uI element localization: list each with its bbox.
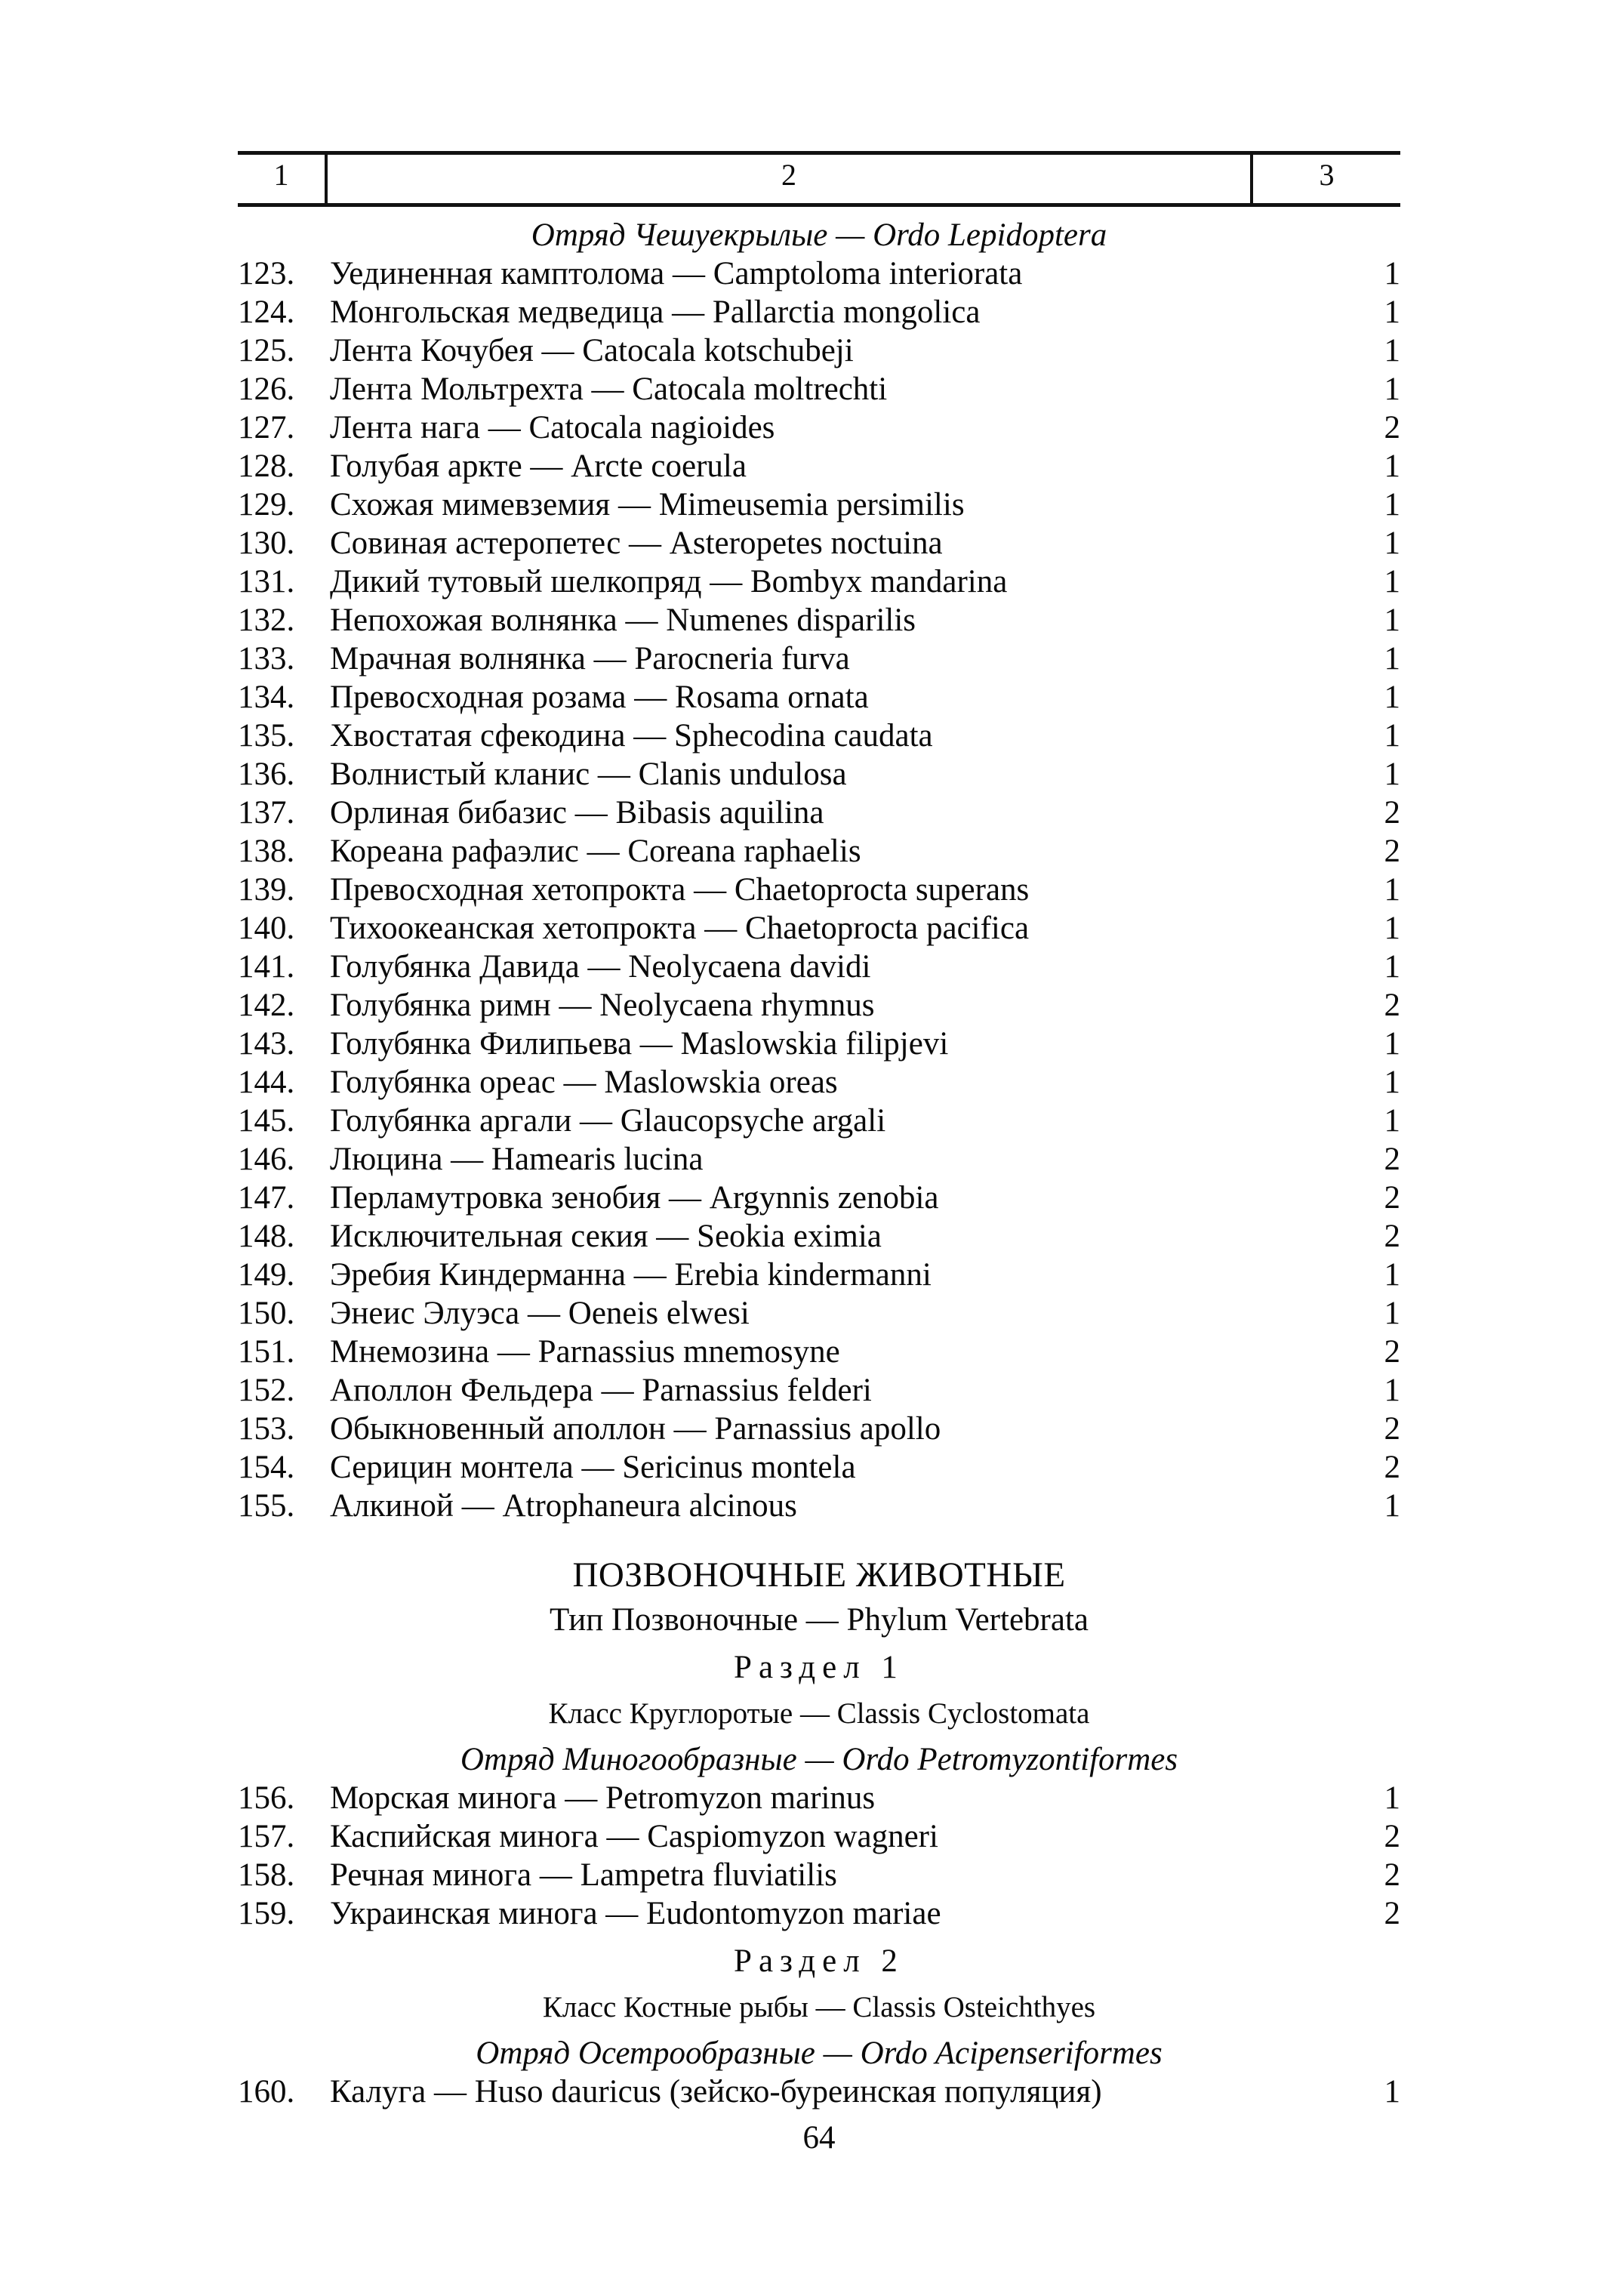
species-number: 134. xyxy=(238,680,295,715)
species-name: Голубянка Филипьева — Maslowskia filipjevi xyxy=(330,1026,949,1062)
status-category: 1 xyxy=(1384,911,1400,946)
species-number: 125. xyxy=(238,333,295,368)
razdel-1-heading: Раздел 1 xyxy=(734,1650,904,1685)
species-name: Аполлон Фельдера — Parnassius felderi xyxy=(330,1373,872,1408)
species-row xyxy=(238,1894,1400,1933)
status-category: 1 xyxy=(1384,2074,1400,2110)
species-row xyxy=(238,1025,1400,1063)
species-row xyxy=(238,447,1400,485)
document-page xyxy=(238,151,1400,2157)
species-name: Лента нага — Catocala nagioides xyxy=(330,410,775,445)
species-row xyxy=(238,408,1400,447)
status-category: 1 xyxy=(1384,1780,1400,1816)
status-category: 1 xyxy=(1384,1257,1400,1293)
species-number: 132. xyxy=(238,603,295,638)
species-number: 154. xyxy=(238,1450,295,1485)
species-name: Морская минога — Petromyzon marinus xyxy=(330,1780,876,1816)
species-row xyxy=(238,1217,1400,1256)
species-row xyxy=(238,1448,1400,1487)
species-number: 130. xyxy=(238,525,295,561)
species-number: 158. xyxy=(238,1857,295,1893)
species-number: 146. xyxy=(238,1142,295,1177)
column-2-header: 2 xyxy=(328,155,1253,203)
species-row xyxy=(238,1294,1400,1333)
status-category: 1 xyxy=(1384,872,1400,908)
species-number: 160. xyxy=(238,2074,295,2110)
species-name: Мрачная волнянка — Parocneria furva xyxy=(330,641,850,676)
status-category: 1 xyxy=(1384,564,1400,599)
order-heading-lepidoptera: Отряд Чешуекрылые — Ordo Lepidoptera xyxy=(531,217,1107,253)
species-name: Каспийская минога — Caspiomyzon wagneri xyxy=(330,1819,938,1854)
status-category: 2 xyxy=(1384,1180,1400,1216)
species-number: 139. xyxy=(238,872,295,908)
species-name: Речная минога — Lampetra fluviatilis xyxy=(330,1857,837,1893)
status-category: 2 xyxy=(1384,1219,1400,1254)
species-number: 140. xyxy=(238,911,295,946)
table-column-header xyxy=(238,151,1400,207)
species-number: 141. xyxy=(238,949,295,985)
species-row xyxy=(238,678,1400,717)
species-row xyxy=(238,2073,1400,2111)
phylum-heading: Тип Позвоночные — Phylum Vertebrata xyxy=(550,1602,1089,1638)
status-category: 1 xyxy=(1384,294,1400,330)
species-row xyxy=(238,1817,1400,1856)
species-list-lepidoptera xyxy=(238,254,1400,1525)
status-category: 1 xyxy=(1384,641,1400,676)
status-category: 1 xyxy=(1384,448,1400,484)
class-heading-osteichthyes: Класс Костные рыбы — Classis Osteichthyes xyxy=(542,1991,1096,2023)
species-number: 133. xyxy=(238,641,295,676)
species-name: Голубянка аргали — Glaucopsyche argali xyxy=(330,1103,886,1139)
species-name: Кореана рафаэлис — Coreana raphaelis xyxy=(330,834,861,869)
species-name: Тихоокеанская хетопрокта — Chaetoprocta pacifica xyxy=(330,911,1030,946)
species-row xyxy=(238,293,1400,331)
status-category: 1 xyxy=(1384,487,1400,522)
species-row xyxy=(238,986,1400,1025)
status-category: 1 xyxy=(1384,256,1400,291)
species-number: 151. xyxy=(238,1334,295,1370)
species-name: Эребия Киндерманна — Erebia kindermanni xyxy=(330,1257,932,1293)
species-name: Волнистый кланис — Clanis undulosa xyxy=(330,757,847,792)
page-number: 64 xyxy=(802,2120,836,2156)
species-row xyxy=(238,1063,1400,1102)
species-row xyxy=(238,909,1400,948)
status-category: 2 xyxy=(1384,410,1400,445)
species-name: Серицин монтела — Sericinus montela xyxy=(330,1450,856,1485)
species-name: Голубянка римн — Neolycaena rhymnus xyxy=(330,988,875,1023)
species-row xyxy=(238,1256,1400,1294)
species-number: 157. xyxy=(238,1819,295,1854)
species-row xyxy=(238,1102,1400,1140)
status-category: 1 xyxy=(1384,680,1400,715)
species-row xyxy=(238,755,1400,794)
column-1-header: 1 xyxy=(238,155,328,203)
species-row xyxy=(238,370,1400,408)
species-row xyxy=(238,524,1400,562)
species-number: 150. xyxy=(238,1296,295,1331)
status-category: 1 xyxy=(1384,757,1400,792)
species-number: 128. xyxy=(238,448,295,484)
species-name: Голубянка ореас — Maslowskia oreas xyxy=(330,1065,838,1100)
species-row xyxy=(238,794,1400,832)
status-category: 1 xyxy=(1384,1026,1400,1062)
section-title-vertebrates: ПОЗВОНОЧНЫЕ ЖИВОТНЫЕ xyxy=(572,1555,1066,1595)
species-name: Украинская минога — Eudontomyzon mariae xyxy=(330,1896,941,1931)
species-name: Голубая аркте — Arcte coerula xyxy=(330,448,747,484)
species-number: 145. xyxy=(238,1103,295,1139)
species-name: Уединенная камптолома — Camptoloma interiorata xyxy=(330,256,1023,291)
status-category: 2 xyxy=(1384,1896,1400,1931)
order-heading-petromyzontiformes: Отряд Миногообразные — Ordo Petromyzontiformes xyxy=(460,1742,1178,1777)
status-category: 1 xyxy=(1384,1488,1400,1524)
column-3-header: 3 xyxy=(1319,158,1335,192)
species-number: 127. xyxy=(238,410,295,445)
species-name: Лента Мольтрехта — Catocala moltrechti xyxy=(330,371,888,407)
status-category: 1 xyxy=(1384,1373,1400,1408)
status-category: 2 xyxy=(1384,1411,1400,1447)
status-category: 1 xyxy=(1384,1065,1400,1100)
status-category: 2 xyxy=(1384,1819,1400,1854)
species-row xyxy=(238,871,1400,909)
species-row xyxy=(238,639,1400,678)
species-name: Схожая мимевземия — Mimeusemia persimilis xyxy=(330,487,965,522)
species-number: 142. xyxy=(238,988,295,1023)
species-row xyxy=(238,601,1400,639)
species-number: 149. xyxy=(238,1257,295,1293)
species-number: 148. xyxy=(238,1219,295,1254)
species-row xyxy=(238,1371,1400,1410)
species-row xyxy=(238,948,1400,986)
species-name: Обыкновенный аполлон — Parnassius apollo xyxy=(330,1411,941,1447)
status-category: 1 xyxy=(1384,333,1400,368)
species-number: 123. xyxy=(238,256,295,291)
species-number: 135. xyxy=(238,718,295,754)
class-heading-cyclostomata: Класс Круглоротые — Classis Cyclostomata xyxy=(548,1697,1090,1730)
species-name: Лента Кочубея — Catocala kotschubeji xyxy=(330,333,854,368)
species-number: 156. xyxy=(238,1780,295,1816)
status-category: 2 xyxy=(1384,1142,1400,1177)
species-number: 155. xyxy=(238,1488,295,1524)
status-category: 2 xyxy=(1384,795,1400,831)
species-row xyxy=(238,254,1400,293)
species-number: 153. xyxy=(238,1411,295,1447)
species-row xyxy=(238,1333,1400,1371)
species-number: 137. xyxy=(238,795,295,831)
status-category: 2 xyxy=(1384,1450,1400,1485)
species-number: 129. xyxy=(238,487,295,522)
species-name: Орлиная бибазис — Bibasis aquilina xyxy=(330,795,824,831)
species-number: 147. xyxy=(238,1180,295,1216)
species-name: Хвостатая сфекодина — Sphecodina caudata xyxy=(330,718,933,754)
species-number: 144. xyxy=(238,1065,295,1100)
species-name: Энеис Элуэса — Oeneis elwesi xyxy=(330,1296,750,1331)
species-name: Дикий тутовый шелкопряд — Bombyx mandarina xyxy=(330,564,1008,599)
species-list-lampreys xyxy=(238,1779,1400,1933)
species-row xyxy=(238,1179,1400,1217)
species-number: 136. xyxy=(238,757,295,792)
status-category: 1 xyxy=(1384,1296,1400,1331)
species-number: 143. xyxy=(238,1026,295,1062)
species-name: Голубянка Давида — Neolycaena davidi xyxy=(330,949,871,985)
species-name: Люцина — Hamearis lucina xyxy=(330,1142,704,1177)
species-name: Монгольская медведица — Pallarctia mongolica xyxy=(330,294,981,330)
status-category: 1 xyxy=(1384,371,1400,407)
status-category: 2 xyxy=(1384,988,1400,1023)
species-number: 138. xyxy=(238,834,295,869)
status-category: 1 xyxy=(1384,525,1400,561)
status-category: 1 xyxy=(1384,949,1400,985)
status-category: 1 xyxy=(1384,718,1400,754)
species-name: Совиная астеропетес — Asteropetes noctuina xyxy=(330,525,943,561)
species-number: 159. xyxy=(238,1896,295,1931)
species-row xyxy=(238,1779,1400,1817)
species-name: Превосходная хетопрокта — Chaetoprocta superans xyxy=(330,872,1030,908)
status-category: 1 xyxy=(1384,603,1400,638)
species-number: 131. xyxy=(238,564,295,599)
species-list-sturgeons xyxy=(238,2073,1400,2111)
species-number: 126. xyxy=(238,371,295,407)
species-row xyxy=(238,1410,1400,1448)
species-row xyxy=(238,717,1400,755)
species-name: Непохожая волнянка — Numenes disparilis xyxy=(330,603,916,638)
species-name: Перламутровка зенобия — Argynnis zenobia xyxy=(330,1180,939,1216)
species-name: Алкиной — Atrophaneura alcinous xyxy=(330,1488,797,1524)
razdel-2-heading: Раздел 2 xyxy=(734,1943,904,1979)
species-row xyxy=(238,1856,1400,1894)
species-name: Превосходная розама — Rosama ornata xyxy=(330,680,869,715)
species-row xyxy=(238,485,1400,524)
status-category: 1 xyxy=(1384,1103,1400,1139)
order-heading-acipenseriformes: Отряд Осетрообразные — Ordo Acipenseriformes xyxy=(476,2036,1163,2071)
status-category: 2 xyxy=(1384,834,1400,869)
species-name: Калуга — Huso dauricus (зейско-буреинская популяция) xyxy=(330,2074,1102,2110)
species-number: 152. xyxy=(238,1373,295,1408)
species-number: 124. xyxy=(238,294,295,330)
species-row xyxy=(238,1140,1400,1179)
status-category: 2 xyxy=(1384,1334,1400,1370)
species-row xyxy=(238,562,1400,601)
species-name: Исключительная секия — Seokia eximia xyxy=(330,1219,882,1254)
species-row xyxy=(238,331,1400,370)
species-name: Мнемозина — Parnassius mnemosyne xyxy=(330,1334,840,1370)
species-row xyxy=(238,1487,1400,1525)
species-row xyxy=(238,832,1400,871)
status-category: 2 xyxy=(1384,1857,1400,1893)
